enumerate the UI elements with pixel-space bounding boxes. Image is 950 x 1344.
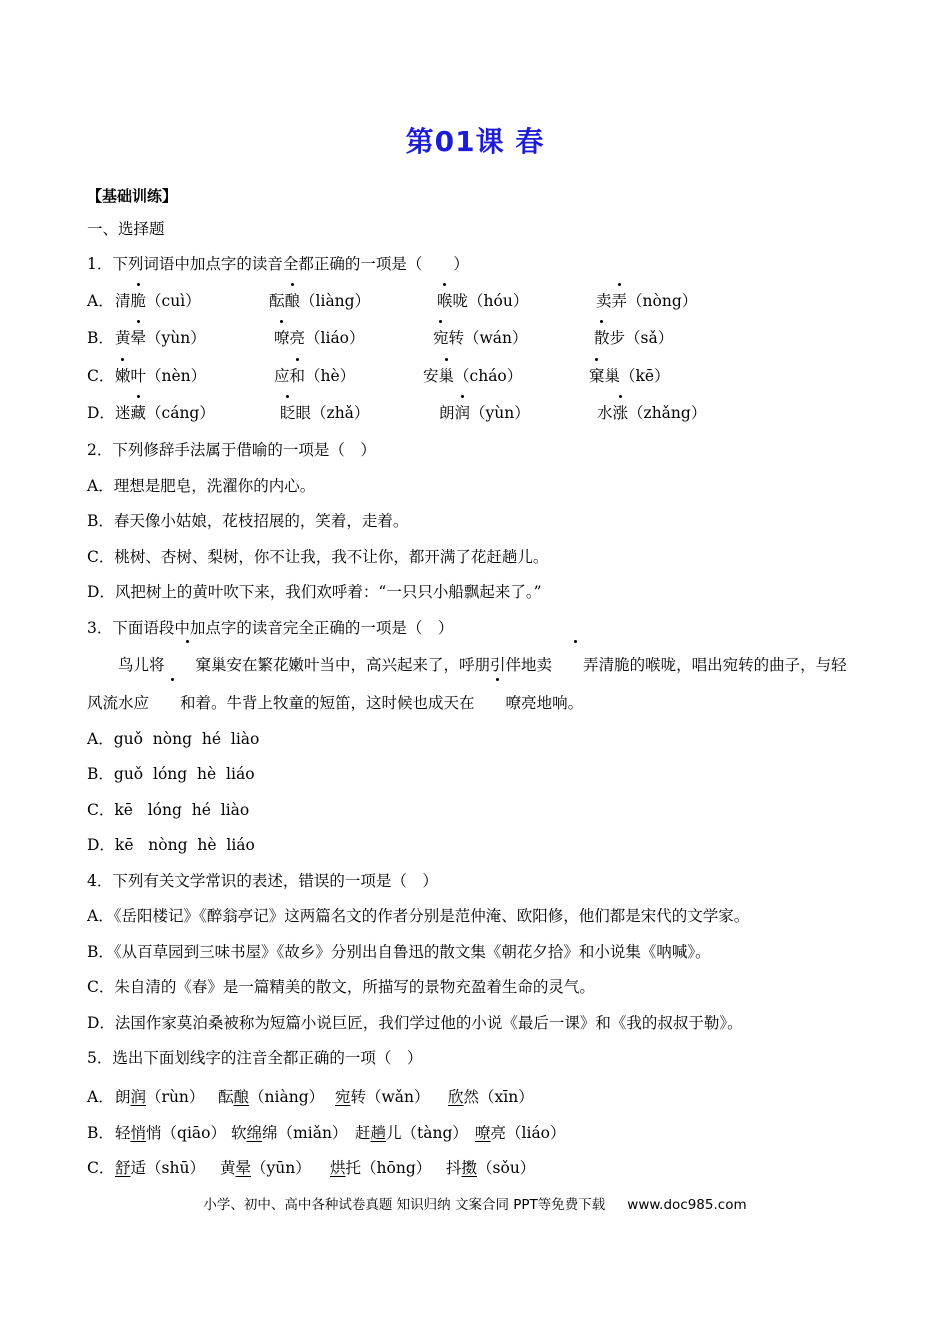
q3-option-d: D．kē nòng hè liáo <box>87 836 255 854</box>
q1-option-a: A． 清脆（cuì） 酝酿（liàng） 喉咙（hóu） 卖弄（nòng） <box>87 289 887 311</box>
q1-b-item-4: 散步（sǎ） <box>594 326 673 348</box>
q2-option-b: B．春天像小姑娘，花枝招展的，笑着，走着。 <box>87 512 409 530</box>
q1-d-item-2: 眨眼（zhǎ） <box>280 401 369 423</box>
q5-option-a: A． 朗润（rùn） 酝酿（niàng） 宛转（wǎn） 欣然（xīn） <box>87 1085 887 1107</box>
q1-c-item-1: 嫩叶（nèn） <box>115 364 206 386</box>
q5-option-c: C． 舒适（shū） 黄晕（yūn） 烘托（hōng） 抖擞（sǒu） <box>87 1156 887 1178</box>
q4-option-b: B．《从百草园到三味书屋》《故乡》分别出自鲁迅的散文集《朝花夕拾》和小说集《呐喊》。 <box>87 943 711 961</box>
q1-stem: 1．下列词语中加点字的读音全都正确的一项是（ ） <box>87 255 469 273</box>
q5-c-item-3: 烘托（hōng） <box>330 1159 432 1177</box>
q2-stem: 2．下列修辞手法属于借喻的一项是（ ） <box>87 441 376 459</box>
q2-option-d: D．风把树上的黄叶吹下来，我们欢呼着：“一只只小船飘起来了。” <box>87 583 542 601</box>
q4-option-c: C．朱自清的《春》是一篇精美的散文，所描写的景物充盈着生命的灵气。 <box>87 978 595 996</box>
part-heading: 一、选择题 <box>87 220 165 238</box>
q1-c-item-4: 窠巢（kē） <box>589 364 670 386</box>
q1-a-item-3: 喉咙（hóu） <box>437 289 528 311</box>
q5-c-item-2: 黄晕（yūn） <box>220 1159 311 1177</box>
q5-option-b: B． 轻悄悄（qiāo） 软绵绵（miǎn） 赶趟儿（tàng） 嘹亮（liáo） <box>87 1121 887 1143</box>
q5-b-item-4: 嘹亮（liáo） <box>475 1124 566 1142</box>
q5-stem: 5．选出下面划线字的注音全都正确的一项（ ） <box>87 1049 423 1067</box>
q4-option-a: A．《岳阳楼记》《醉翁亭记》这两篇名文的作者分别是范仲淹、欧阳修，他们都是宋代的文学家。 <box>87 907 750 925</box>
q1-a-item-4: 卖弄（nòng） <box>596 289 697 311</box>
q5-a-item-2: 酝酿（niàng） <box>218 1088 325 1106</box>
q1-b-item-3: 宛转（wán） <box>433 326 528 348</box>
q5-b-item-2: 软绵绵（miǎn） <box>231 1124 348 1142</box>
q4-option-d: D．法国作家莫泊桑被称为短篇小说巨匠，我们学过他的小说《最后一课》和《我的叔叔于勒》。 <box>87 1014 743 1032</box>
q1-c-item-2: 应和（hè） <box>274 364 355 386</box>
q1-option-b: B． 黄晕（yùn） 嘹亮（liáo） 宛转（wán） 散步（sǎ） <box>87 326 887 348</box>
q3-option-c: C．kē lóng hé liào <box>87 801 250 819</box>
q5-a-item-4: 欣然（xīn） <box>448 1088 534 1106</box>
q3-passage: 鸟儿将 窠巢安在繁花嫩叶当中，高兴起来了，呼朋引伴地卖 弄清脆的喉咙，唱出宛转的曲子，与轻风流水应 和着。牛背上牧童的短笛，这时候也成天在 嘹亮地响。 <box>87 646 862 722</box>
footer-text: 小学、初中、高中各种试卷真题 知识归纳 文案合同 PPT等免费下载 <box>203 1197 606 1213</box>
q4-stem: 4．下列有关文学常识的表述，错误的一项是（ ） <box>87 872 438 890</box>
q1-b-item-1: 黄晕（yùn） <box>115 326 206 348</box>
q3-option-b: B．guǒ lóng hè liáo <box>87 765 255 783</box>
footer-url-link[interactable]: www.doc985.com <box>627 1197 747 1213</box>
q1-a-item-2: 酝酿（liàng） <box>269 289 370 311</box>
q1-d-item-4: 水涨（zhǎng） <box>597 401 706 423</box>
q5-b-item-1: 轻悄悄（qiāo） <box>115 1124 226 1142</box>
page-footer <box>0 1193 950 1213</box>
q3-option-a: A．guǒ nòng hé liào <box>87 730 260 748</box>
section-heading: 【基础训练】 <box>87 187 178 205</box>
q1-a-item-1: 清脆（cuì） <box>115 289 201 311</box>
q1-d-item-3: 朗润（yùn） <box>439 401 530 423</box>
q5-a-item-1: 朗润（rùn） <box>115 1088 205 1106</box>
q2-option-a: A．理想是肥皂，洗濯你的内心。 <box>87 477 316 495</box>
q5-c-item-4: 抖擞（sǒu） <box>446 1159 536 1177</box>
q1-option-c: C． 嫩叶（nèn） 应和（hè） 安巢（cháo） 窠巢（kē） <box>87 364 887 386</box>
q5-b-item-3: 赶趟儿（tàng） <box>355 1124 468 1142</box>
page-title: 第01课 春 <box>405 125 545 158</box>
q5-c-item-1: 舒适（shū） <box>115 1159 205 1177</box>
q1-option-d: D． 迷藏（cáng） 眨眼（zhǎ） 朗润（yùn） 水涨（zhǎng） <box>87 401 887 423</box>
q1-b-item-2: 嘹亮（liáo） <box>274 326 365 348</box>
q1-c-item-3: 安巢（cháo） <box>423 364 522 386</box>
q2-option-c: C．桃树、杏树、梨树，你不让我，我不让你，都开满了花赶趟儿。 <box>87 548 549 566</box>
q3-stem: 3．下面语段中加点字的读音完全正确的一项是（ ） <box>87 619 454 637</box>
q1-d-item-1: 迷藏（cáng） <box>115 401 215 423</box>
q5-a-item-3: 宛转（wǎn） <box>335 1088 430 1106</box>
